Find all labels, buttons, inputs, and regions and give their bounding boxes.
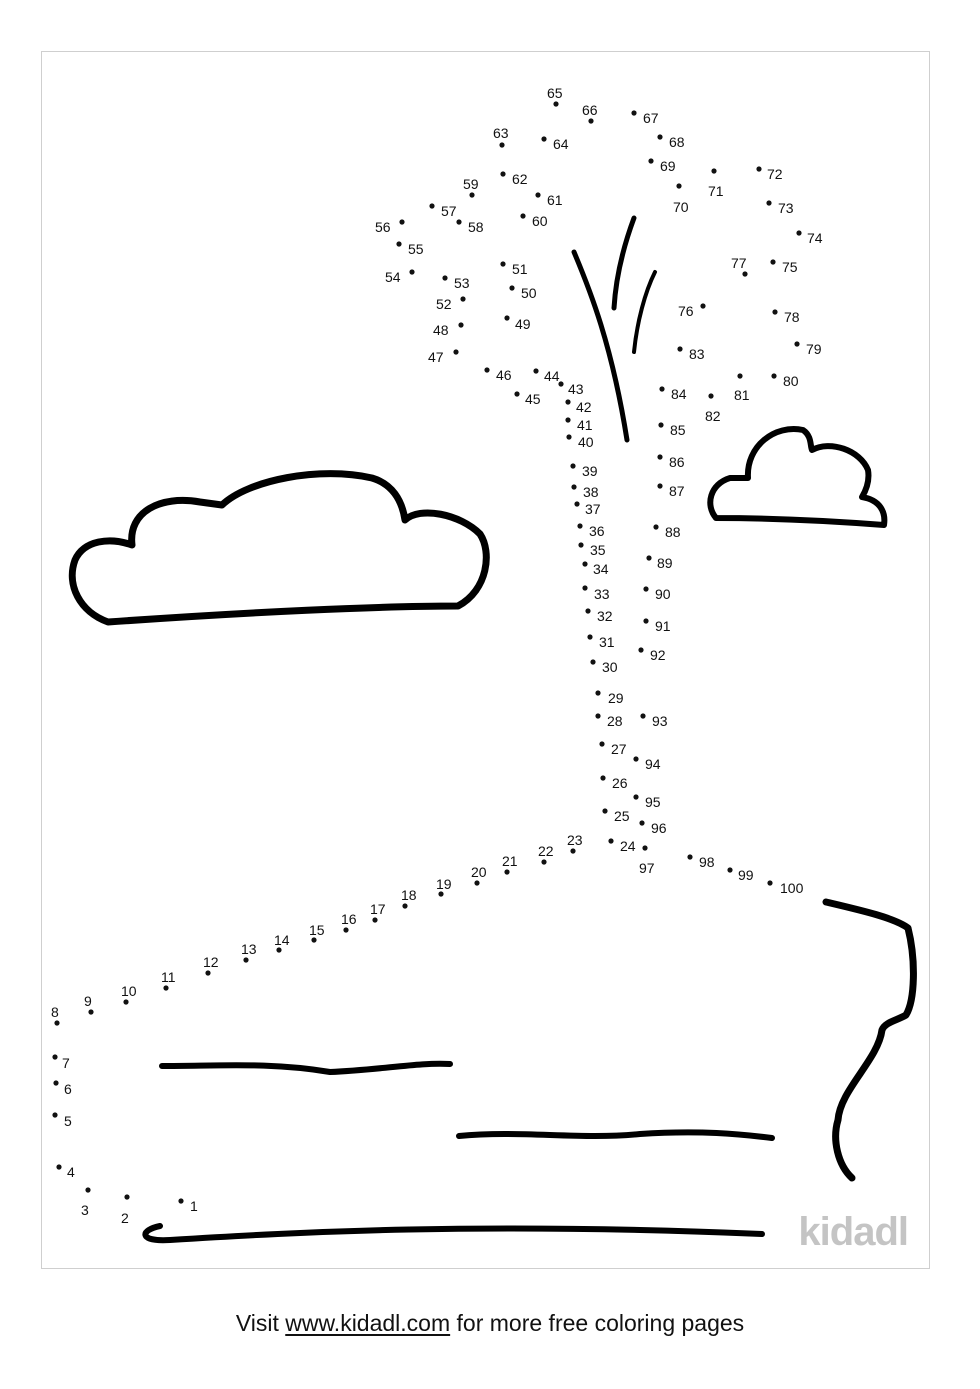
dot-79 (794, 341, 799, 346)
dot-64 (541, 136, 546, 141)
dot-label-42: 42 (576, 399, 592, 415)
dot-label-28: 28 (607, 713, 623, 729)
dot-label-86: 86 (669, 454, 685, 470)
dot-label-99: 99 (738, 867, 754, 883)
dot-71 (711, 168, 716, 173)
dot-10 (123, 999, 128, 1004)
dot-53 (442, 275, 447, 280)
dot-29 (595, 690, 600, 695)
dot-label-78: 78 (784, 309, 800, 325)
dot-5 (52, 1112, 57, 1117)
large-cloud (72, 474, 486, 622)
dot-4 (56, 1164, 61, 1169)
dot-57 (429, 203, 434, 208)
dot-label-33: 33 (594, 586, 610, 602)
dot-label-23: 23 (567, 832, 583, 848)
dot-9 (88, 1009, 93, 1014)
dot-label-76: 76 (678, 303, 694, 319)
dot-31 (587, 634, 592, 639)
dot-75 (770, 259, 775, 264)
dot-label-94: 94 (645, 756, 661, 772)
dot-22 (541, 859, 546, 864)
dot-25 (602, 808, 607, 813)
dot-33 (582, 585, 587, 590)
dot-74 (796, 230, 801, 235)
dot-label-29: 29 (608, 690, 624, 706)
dot-label-40: 40 (578, 434, 594, 450)
dot-label-32: 32 (597, 608, 613, 624)
dot-100 (767, 880, 772, 885)
dot-24 (608, 838, 613, 843)
dot-label-57: 57 (441, 203, 457, 219)
dot-68 (657, 134, 662, 139)
dot-35 (578, 542, 583, 547)
dot-label-16: 16 (341, 911, 357, 927)
dot-84 (659, 386, 664, 391)
dot-37 (574, 501, 579, 506)
dot-label-60: 60 (532, 213, 548, 229)
dot-78 (772, 309, 777, 314)
dot-87 (657, 483, 662, 488)
dot-label-15: 15 (309, 922, 325, 938)
dot-label-1: 1 (190, 1198, 198, 1214)
tree-stroke-right (634, 272, 655, 352)
dot-label-56: 56 (375, 219, 391, 235)
dot-label-17: 17 (370, 901, 386, 917)
dot-96 (639, 820, 644, 825)
dot-90 (643, 586, 648, 591)
dot-label-75: 75 (782, 259, 798, 275)
dot-label-52: 52 (436, 296, 452, 312)
dot-58 (456, 219, 461, 224)
dot-3 (85, 1187, 90, 1192)
dot-label-25: 25 (614, 808, 630, 824)
dot-label-35: 35 (590, 542, 606, 558)
small-cloud (710, 429, 884, 525)
dot-82 (708, 393, 713, 398)
dot-label-36: 36 (589, 523, 605, 539)
dot-36 (577, 523, 582, 528)
tree-stroke-middle (614, 218, 634, 308)
dot-11 (163, 985, 168, 990)
kidadl-watermark: kidadl (798, 1210, 908, 1254)
dot-38 (571, 484, 576, 489)
dot-label-3: 3 (81, 1202, 89, 1218)
dot-27 (599, 741, 604, 746)
dot-label-87: 87 (669, 483, 685, 499)
dot-42 (565, 399, 570, 404)
dot-label-18: 18 (401, 887, 417, 903)
dot-label-19: 19 (436, 876, 452, 892)
dot-60 (520, 213, 525, 218)
ground-line-middle (459, 1132, 772, 1138)
dot-label-4: 4 (67, 1164, 75, 1180)
dot-95 (633, 794, 638, 799)
dot-label-43: 43 (568, 381, 584, 397)
dot-label-96: 96 (651, 820, 667, 836)
dot-label-82: 82 (705, 408, 721, 424)
dot-14 (276, 947, 281, 952)
ground-line-bottom (145, 1226, 762, 1240)
dot-59 (469, 192, 474, 197)
dot-label-71: 71 (708, 183, 724, 199)
dot-83 (677, 346, 682, 351)
dot-label-72: 72 (767, 166, 783, 182)
dot-99 (727, 867, 732, 872)
dot-label-37: 37 (585, 501, 601, 517)
dot-54 (409, 269, 414, 274)
dot-67 (631, 110, 636, 115)
dot-label-66: 66 (582, 102, 598, 118)
dot-label-21: 21 (502, 853, 518, 869)
dot-12 (205, 970, 210, 975)
dot-label-24: 24 (620, 838, 636, 854)
dot-81 (737, 373, 742, 378)
dot-94 (633, 756, 638, 761)
dot-label-27: 27 (611, 741, 627, 757)
dot-label-79: 79 (806, 341, 822, 357)
dot-label-84: 84 (671, 386, 687, 402)
dot-label-98: 98 (699, 854, 715, 870)
dot-label-85: 85 (670, 422, 686, 438)
dot-label-44: 44 (544, 368, 560, 384)
dot-label-58: 58 (468, 219, 484, 235)
dot-63 (499, 142, 504, 147)
dot-label-53: 53 (454, 275, 470, 291)
dot-51 (500, 261, 505, 266)
dot-32 (585, 608, 590, 613)
footer (0, 1310, 980, 1337)
footer-suffix: for more free coloring pages (450, 1310, 745, 1336)
dot-label-80: 80 (783, 373, 799, 389)
dot-1 (178, 1198, 183, 1203)
dot-label-77: 77 (731, 255, 747, 271)
dot-62 (500, 171, 505, 176)
cliff-edge (826, 902, 913, 1178)
dot-73 (766, 200, 771, 205)
dot-47 (453, 349, 458, 354)
dot-61 (535, 192, 540, 197)
dot-label-48: 48 (433, 322, 449, 338)
dot-label-11: 11 (161, 969, 176, 985)
dot-label-13: 13 (241, 941, 257, 957)
dot-label-81: 81 (734, 387, 750, 403)
dot-17 (372, 917, 377, 922)
dot-86 (657, 454, 662, 459)
dot-label-97: 97 (639, 860, 655, 876)
dot-26 (600, 775, 605, 780)
ground-line-upper (162, 1064, 450, 1072)
dot-19 (438, 891, 443, 896)
dot-34 (582, 561, 587, 566)
dot-label-14: 14 (274, 932, 290, 948)
dot-16 (343, 927, 348, 932)
dot-label-31: 31 (599, 634, 615, 650)
dot-40 (566, 434, 571, 439)
dot-label-68: 68 (669, 134, 685, 150)
dot-48 (458, 322, 463, 327)
dot-70 (676, 183, 681, 188)
dot-39 (570, 463, 575, 468)
dot-label-20: 20 (471, 864, 487, 880)
dot-15 (311, 937, 316, 942)
footer-prefix: Visit (235, 1310, 286, 1336)
dot-50 (509, 285, 514, 290)
dot-7 (52, 1054, 57, 1059)
dot-label-100: 100 (780, 880, 804, 896)
dot-label-54: 54 (385, 269, 401, 285)
dot-label-88: 88 (665, 524, 681, 540)
dot-49 (504, 315, 509, 320)
dot-13 (243, 957, 248, 962)
dot-label-70: 70 (673, 199, 689, 215)
dot-label-55: 55 (408, 241, 424, 257)
dot-label-90: 90 (655, 586, 671, 602)
dot-label-51: 51 (512, 261, 528, 277)
dot-label-38: 38 (583, 484, 599, 500)
dot-77 (742, 271, 747, 276)
dot-91 (643, 618, 648, 623)
dot-52 (460, 296, 465, 301)
dot-label-30: 30 (602, 659, 618, 675)
dot-55 (396, 241, 401, 246)
dot-label-89: 89 (657, 555, 673, 571)
dot-label-92: 92 (650, 647, 666, 663)
dot-label-67: 67 (643, 110, 659, 126)
dot-label-41: 41 (577, 417, 593, 433)
dot-label-74: 74 (807, 230, 823, 246)
dot-30 (590, 659, 595, 664)
dot-label-59: 59 (463, 176, 479, 192)
dot-label-7: 7 (62, 1055, 70, 1071)
dot-label-47: 47 (428, 349, 444, 365)
dot-56 (399, 219, 404, 224)
dot-45 (514, 391, 519, 396)
dot-label-62: 62 (512, 171, 528, 187)
footer-link[interactable]: www.kidadl.com (285, 1310, 451, 1336)
dot-72 (756, 166, 761, 171)
dot-label-50: 50 (521, 285, 537, 301)
dot-label-61: 61 (547, 192, 563, 208)
dot-label-8: 8 (51, 1004, 59, 1020)
dot-label-45: 45 (525, 391, 541, 407)
dot-92 (638, 647, 643, 652)
dot-97 (642, 845, 647, 850)
dot-85 (658, 422, 663, 427)
dot-label-39: 39 (582, 463, 598, 479)
dot-label-9: 9 (84, 993, 92, 1009)
dot-label-46: 46 (496, 367, 512, 383)
dot-8 (54, 1020, 59, 1025)
dot-6 (53, 1080, 58, 1085)
dot-98 (687, 854, 692, 859)
dot-89 (646, 555, 651, 560)
dot-69 (648, 158, 653, 163)
dot-label-6: 6 (64, 1081, 72, 1097)
dot-93 (640, 713, 645, 718)
dot-label-49: 49 (515, 316, 531, 332)
dot-label-69: 69 (660, 158, 676, 174)
dot-41 (565, 417, 570, 422)
dot-label-34: 34 (593, 561, 609, 577)
dot-28 (595, 713, 600, 718)
dot-label-10: 10 (121, 983, 137, 999)
dot-65 (553, 101, 558, 106)
dot-2 (124, 1194, 129, 1199)
dot-18 (402, 903, 407, 908)
dot-label-73: 73 (778, 200, 794, 216)
dot-46 (484, 367, 489, 372)
dot-88 (653, 524, 658, 529)
numbered-dots (51, 85, 823, 1226)
dot-76 (700, 303, 705, 308)
dot-label-65: 65 (547, 85, 563, 101)
dot-label-5: 5 (64, 1113, 72, 1129)
dot-label-95: 95 (645, 794, 661, 810)
dot-66 (588, 118, 593, 123)
dot-44 (533, 368, 538, 373)
dot-label-63: 63 (493, 125, 509, 141)
dot-20 (474, 880, 479, 885)
dot-80 (771, 373, 776, 378)
dot-label-64: 64 (553, 136, 569, 152)
dot-label-91: 91 (655, 618, 671, 634)
dot-label-22: 22 (538, 843, 554, 859)
dot-23 (570, 848, 575, 853)
dot-21 (504, 869, 509, 874)
dot-label-83: 83 (689, 346, 705, 362)
dot-label-2: 2 (121, 1210, 129, 1226)
dot-label-12: 12 (203, 954, 219, 970)
dot-label-26: 26 (612, 775, 628, 791)
dot-label-93: 93 (652, 713, 668, 729)
